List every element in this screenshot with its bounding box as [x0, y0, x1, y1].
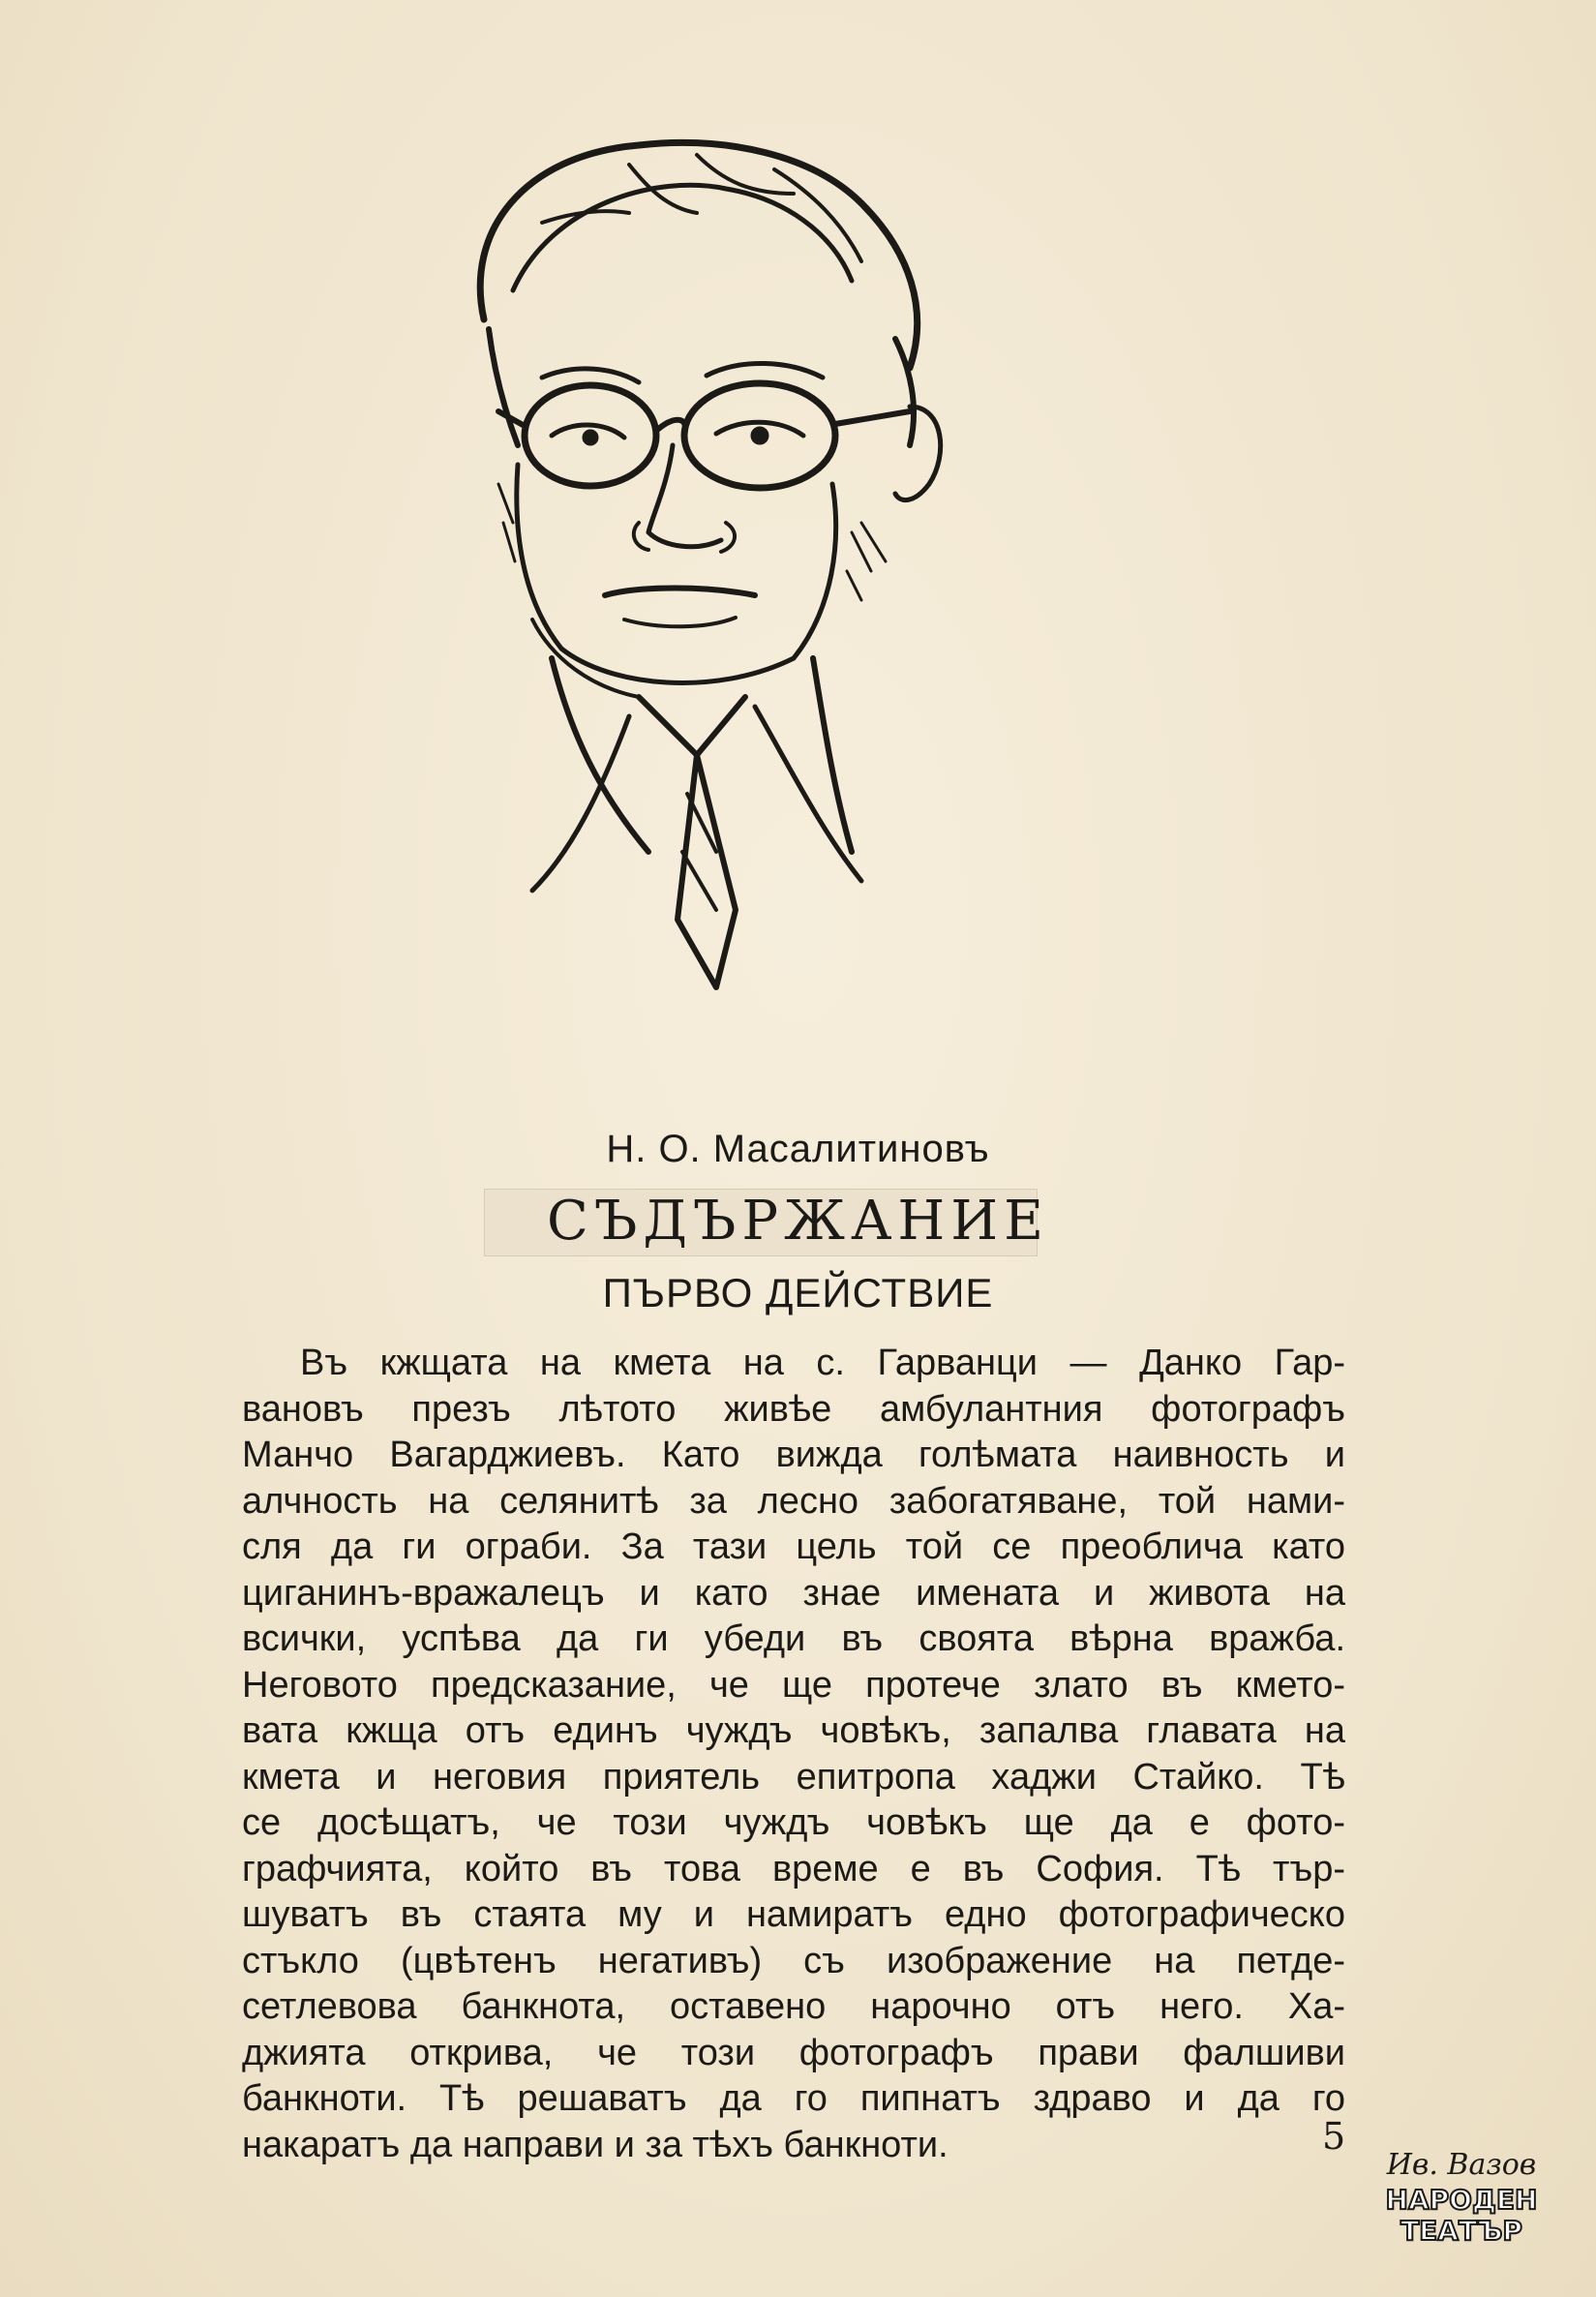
- stamp-signature: Ив. Вазов: [1386, 2148, 1537, 2182]
- text-line: се досѣщатъ, че този чуждъ човѣкъ ще да е фото-: [242, 1802, 1345, 1843]
- portrait-sketch-icon: [407, 116, 1103, 1084]
- text-line: Манчо Вагарджиевъ. Като вижда голѣмата наивность и: [242, 1435, 1345, 1475]
- text-line: джията открива, че този фотографъ прави фалшиви: [242, 2032, 1345, 2073]
- stamp-line2: ТЕАТЪР: [1400, 2215, 1522, 2247]
- text-line: накаратъ да направи и за тѣхъ банкноти.: [242, 2124, 949, 2165]
- page-title: СЪДЪРЖАНИЕ: [547, 1190, 1049, 1253]
- synopsis-text: [242, 1341, 1345, 2168]
- text-line: всички, успѣва да ги убеди въ своята вѣрна вражба.: [242, 1618, 1345, 1659]
- text-line: алчность на селянитѣ за лесно забогатяване, той нами-: [242, 1480, 1345, 1522]
- text-line: графчията, който въ това време е въ София. Тѣ тър-: [242, 1848, 1345, 1889]
- theatre-logo-stamp-icon: [1379, 2141, 1544, 2248]
- text-line: банкноти. Тѣ решаватъ да го пипнатъ здраво и да го: [242, 2078, 1345, 2119]
- text-line: Въ кжщата на кмета на с. Гарванци — Данко Гар-: [300, 1343, 1345, 1383]
- text-line: шуватъ въ стаята му и намиратъ едно фотографическо: [242, 1894, 1345, 1935]
- page-number: 5: [1322, 2115, 1346, 2158]
- text-line: сетлевова банкнота, оставено нарочно отъ него. Ха-: [242, 1986, 1345, 2027]
- portrait-caption: Н. О. Масалитиновъ: [606, 1128, 990, 1170]
- text-line: вановъ презъ лѣтото живѣе амбулантния фотографъ: [242, 1388, 1345, 1430]
- stamp-line1: НАРОДЕН: [1385, 2184, 1538, 2216]
- text-line: сля да ги ограби. За тази цель той се преоблича като: [242, 1526, 1345, 1567]
- text-line: циганинъ-вражалецъ и като знае имената и живота на: [242, 1572, 1345, 1614]
- text-line: стъкло (цвѣтенъ негативъ) съ изображение на петде-: [242, 1940, 1345, 1981]
- act-heading: ПЪРВО ДЕЙСТВИЕ: [602, 1270, 994, 1315]
- text-line: Неговото предсказание, че ще протече злато въ кмето-: [242, 1664, 1345, 1706]
- text-line: вата кжща отъ единъ чуждъ човѣкъ, запалва главата на: [242, 1710, 1345, 1751]
- text-line: кмета и неговия приятель епитропа хаджи Стайко. Тѣ: [242, 1756, 1345, 1798]
